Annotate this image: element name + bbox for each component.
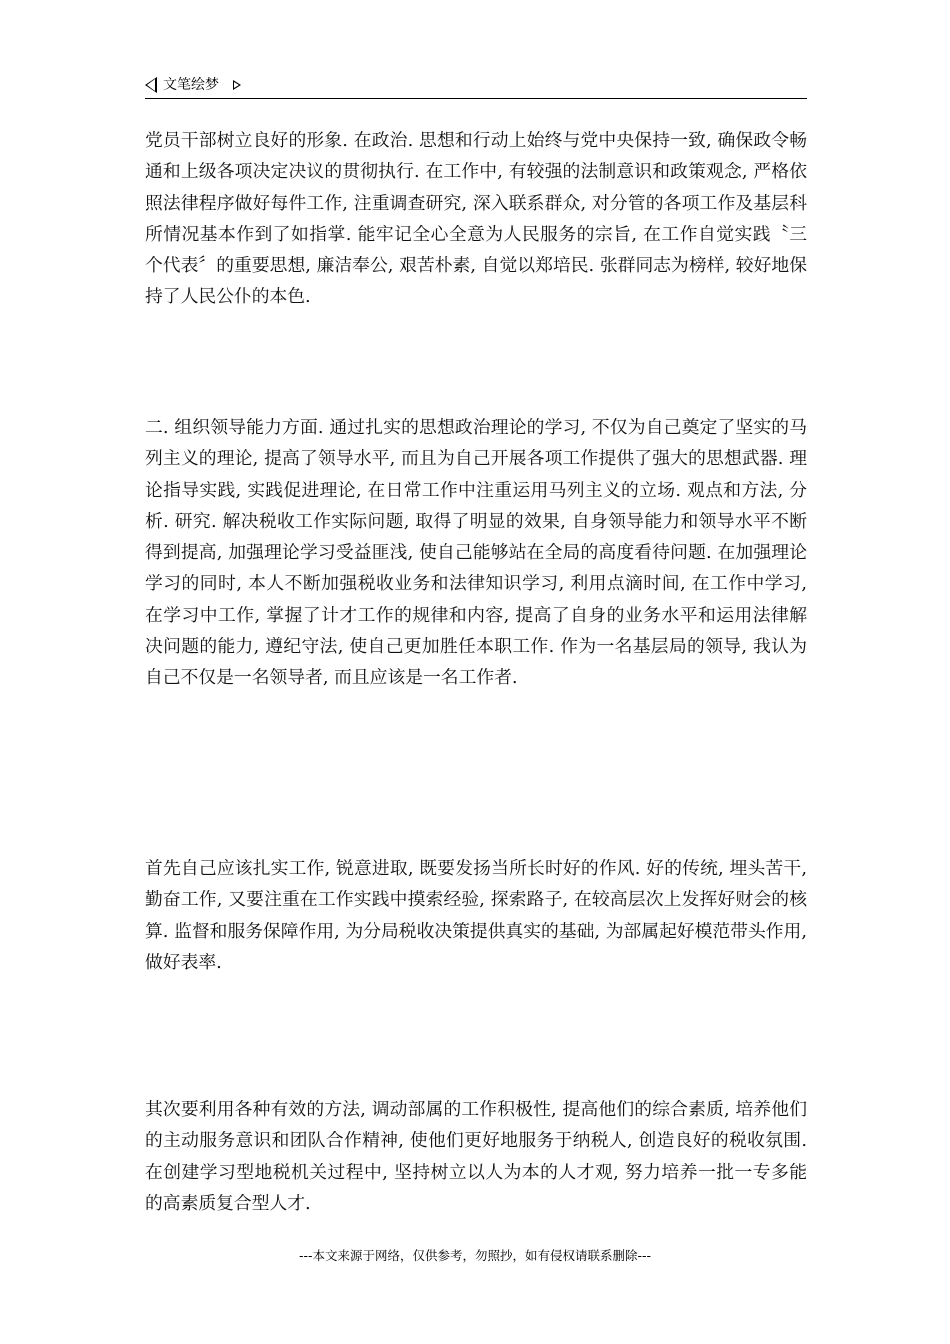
paragraph-3: 首先自己应该扎实工作, 锐意进取, 既要发扬当所长时好的作风. 好的传统, 埋头苦干, 勤奋工作, 又要注重在工作实践中摸索经验, 探索路子, 在较高层次上发挥好财会的核算. 监督和服务保障作用, 为分局税收决策提供真实的基础, 为部属起好模范带头作用, 做好表率.: [145, 858, 807, 973]
paragraph-1: 党员干部树立良好的形象. 在政治. 思想和行动上始终与党中央保持一致, 确保政令畅通和上级各项决定决议的贯彻执行. 在工作中, 有较强的法制意识和政策观念, 严格依照法律程序做好每件工作, 注重调查研究, 深入联系群众, 对分管的各项工作及基层科所情况基本作到了如指掌. 能牢记全心全意为人民服务的宗旨, 在工作自觉实践〝三个代表〞的重要思想, 廉洁奉公, 艰苦朴素, 自觉以郑培民. 张群同志为榜样, 较好地保持了人民公仆的本色.: [145, 130, 807, 308]
triangle-left-icon: [145, 77, 157, 93]
footer-notice: ---本文来源于网络，仅供参考，勿照抄，如有侵权请联系删除---: [298, 1248, 652, 1263]
page-header: [145, 74, 807, 98]
triangle-right-icon: [233, 80, 241, 90]
paragraph-2: 二. 组织领导能力方面. 通过扎实的思想政治理论的学习, 不仅为自己奠定了坚实的马列主义的理论, 提高了领导水平, 而且为自己开展各项工作提供了强大的思想武器. 理论指导实践, 实践促进理论, 在日常工作中注重运用马列主义的立场. 观点和方法, 分析. 研究. 解决税收工作实际问题, 取得了明显的效果, 自身领导能力和领导水平不断得到提高, 加强理论学习受益匪浅, 使自己能够站在全局的高度看待问题. 在加强理论学习的同时, 本人不断加强税收业务和法律知识学习, 利用点滴时间, 在工作中学习, 在学习中工作, 掌握了计才工作的规律和内容, 提高了自身的业务水平和运用法律解决问题的能力, 遵纪守法, 使自己更加胜任本职工作. 作为一名基层局的领导, 我认为自己不仅是一名领导者, 而且应该是一名工作者.: [145, 417, 807, 689]
paragraph-4: 其次要利用各种有效的方法, 调动部属的工作积极性, 提高他们的综合素质, 培养他们的主动服务意识和团队合作精神, 使他们更好地服务于纳税人, 创造良好的税收氛围. 在创建学习型地税机关过程中, 坚持树立以人为本的人才观, 努力培养一批一专多能的高素质复合型人才.: [145, 1099, 807, 1214]
header-divider: [145, 98, 807, 99]
header-title: 文笔绘梦: [163, 77, 219, 93]
